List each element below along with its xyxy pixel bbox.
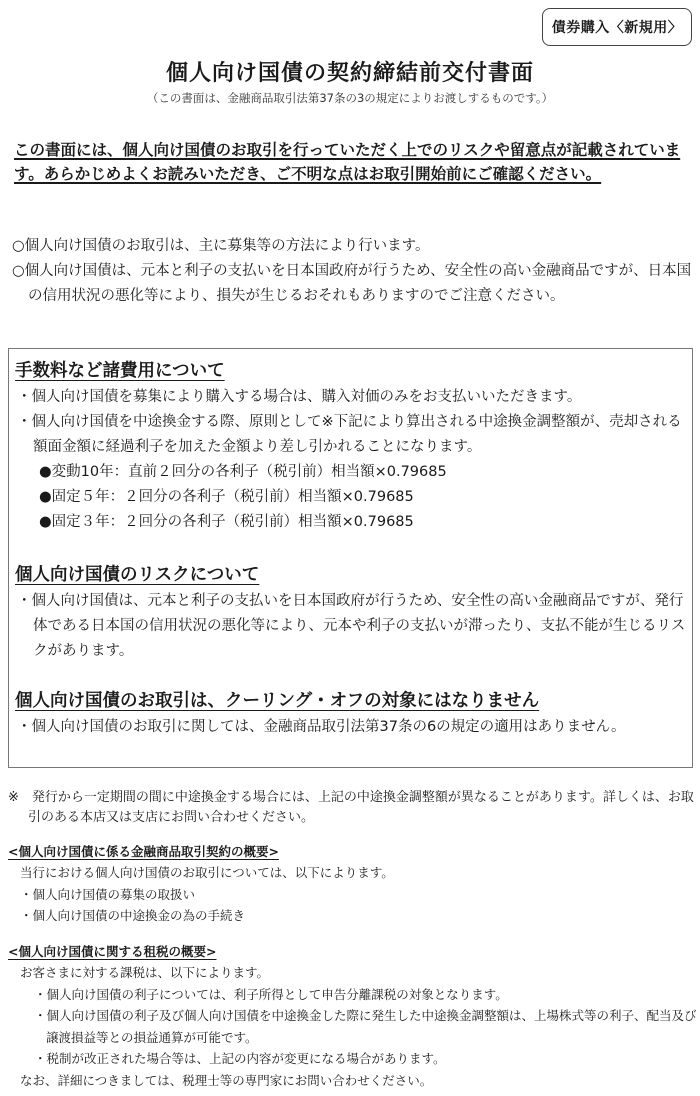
risk-section-title: 個人向け国債のリスクについて: [15, 565, 260, 585]
overview-point: ○個人向け国債は、元本と利子の支払いを日本国政府が行うため、安全性の高い金融商品ですが、日本国の信用状況の悪化等により、損失が生じるおそれもありますのでご注意ください。: [12, 263, 692, 304]
fees-item: ・個人向け国債を募集により購入する場合は、購入対価のみをお支払いいただきます。: [17, 389, 582, 405]
fees-item: ・個人向け国債を中途換金する際、原則として※下記により算出される中途換金調整額が、売却される額面金額に経過利子を加えた金額より差し引かれることになります。: [17, 414, 682, 455]
contract-overview-lead: 当行における個人向け国債のお取引については、以下によります。: [20, 865, 394, 880]
fees-section-body: [17, 385, 689, 535]
fees-section-title: 手数料など諸費用について: [15, 361, 225, 381]
overview-points: [12, 234, 694, 309]
risk-section-body: [17, 589, 689, 664]
cooling-off-item: ・個人向け国債のお取引に関しては、金融商品取引法第37条の6の規定の適用はありません。: [17, 719, 626, 735]
tax-overview-body: [8, 962, 698, 1091]
tax-overview-item: ・個人向け国債の利子については、利子所得として申告分離課税の対象となります。: [34, 986, 508, 1002]
cooling-off-section-title: 個人向け国債のお取引は、クーリング・オフの対象にはなりません: [15, 691, 540, 711]
overview-point: ○個人向け国債のお取引は、主に募集等の方法により行います。: [12, 238, 430, 254]
footnote-text: ※ 発行から一定期間の間に中途換金する場合には、上記の中途換金調整額が異なることがあります。詳しくは、お取引のある本店又は支店にお問い合わせください。: [8, 790, 694, 825]
fees-formula: ●変動10年：直前２回分の各利子（税引前）相当額×0.79685: [39, 464, 447, 480]
key-terms-box: [8, 348, 693, 768]
risk-item: ・個人向け国債は、元本と利子の支払いを日本国政府が行うため、安全性の高い金融商品ですが、発行体である日本国の信用状況の悪化等により、元本や利子の支払いが滞ったり、支払不能が生じるリスクがあります。: [17, 593, 686, 659]
document-subtitle: （この書面は、金融商品取引法第37条の3の規定によりお渡しするものです。）: [146, 91, 554, 105]
footnote: [8, 788, 698, 828]
document-title: 個人向け国債の契約締結前交付書面: [165, 61, 534, 86]
tax-overview-item: ・個人向け国債の利子及び個人向け国債を中途換金した際に発生した中途換金調整額は、上場株式等の利子、配当及び譲渡損益等との損益通算が可能です。: [34, 1008, 697, 1045]
fees-formula: ●固定５年：２回分の各利子（税引前）相当額×0.79685: [39, 489, 414, 505]
intro-notice-text: この書面には、個人向け国債のお取引を行っていただく上でのリスクや留意点が記載されています。あらかじめよくお読みいただき、ご不明な点はお取引開始前にご確認ください。: [14, 141, 681, 183]
tax-overview-closing: なお、詳細につきましては、税理士等の専門家にお問い合わせください。: [20, 1072, 433, 1088]
contract-overview-item: ・個人向け国債の募集の取扱い: [20, 886, 196, 902]
tax-overview-lead: お客さまに対する課税は、以下によります。: [20, 965, 270, 980]
fees-formula: ●固定３年：２回分の各利子（税引前）相当額×0.79685: [39, 514, 414, 530]
cooling-off-section-body: [17, 715, 689, 740]
tax-overview-item: ・税制が改正された場合等は、上記の内容が変更になる場合があります。: [34, 1051, 446, 1066]
tax-overview-heading: <個人向け国債に関する租税の概要>: [8, 944, 217, 959]
contract-overview-heading: <個人向け国債に係る金融商品取引契約の概要>: [8, 844, 279, 859]
intro-notice: [14, 138, 692, 186]
document-type-badge: 債券購入〈新規用〉: [542, 8, 692, 46]
contract-overview-body: [8, 862, 698, 927]
contract-overview-item: ・個人向け国債の中途換金の為の手続き: [20, 908, 246, 923]
